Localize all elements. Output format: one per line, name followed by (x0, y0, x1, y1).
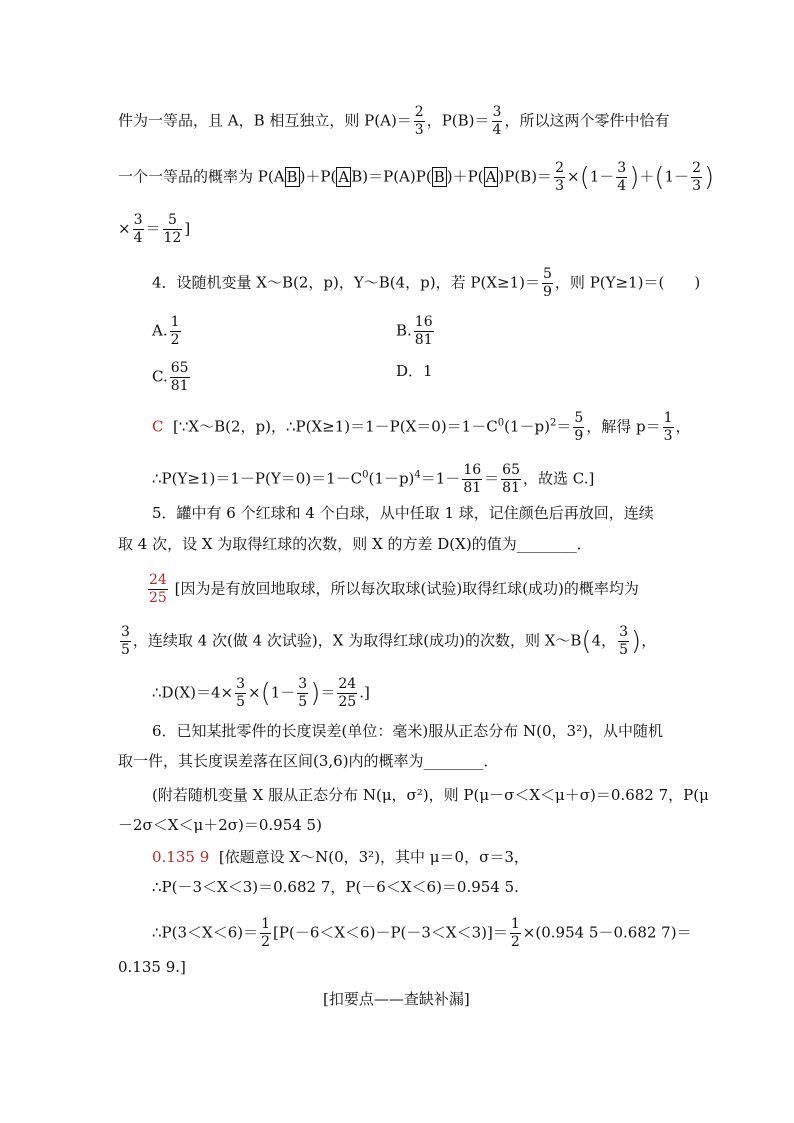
answer-letter: C (152, 417, 164, 436)
fraction: $\frac{16}{81}$ (414, 314, 433, 348)
fraction: $\frac{3}{5}$ (298, 676, 308, 710)
question-4-solution-1: C [∵X～B(2，p)，$\therefore P(X\ge 1)=1-P(X=0)=1-C^0(1-p)^2=$ $\frac{5}{9}$ ，解得 p＝ $\frac{1}{3}$ ， (152, 410, 691, 444)
question-5-solution-1: $\frac{24}{25}$ [因为是有放回地取球，所以每次取球(试验)取得红球(成功)的概率均为 (149, 572, 639, 606)
fraction: $\frac{65}{81}$ (170, 360, 189, 394)
fraction: $\frac{3}{4}$ (492, 104, 502, 138)
fraction: $\frac{65}{81}$ (502, 462, 520, 496)
fraction: $\frac{1}{3}$ (663, 410, 673, 444)
fraction: $\frac{3}{4}$ (133, 212, 143, 246)
question-5-line-2: 取 4 次，设 X 为取得红球的次数，则 X 的方差 D(X)的值为________． (118, 535, 592, 553)
question-4-solution-2: $\therefore P(Y\ge 1)=1-P(Y=0)=1-C^0(1-p)^4=1-$ $\frac{16}{81}$ ＝ $\frac{65}{81}$ ，故选 C.] (152, 462, 595, 496)
question-6-line-2: 取一件，其长度误差落在区间(3,6)内的概率为________． (118, 752, 499, 770)
question-5-solution-3: ∴D(X)＝4× $\frac{3}{5}$ ×(1－ $\frac{3}{5}$ )＝ $\frac{24}{25}$ .] (152, 676, 370, 710)
option-b[interactable]: B. $\frac{16}{81}$ (396, 314, 433, 348)
answer-fraction: $\frac{24}{25}$ (149, 572, 167, 606)
section-footer-heading: [扣要点——查缺补漏] (323, 990, 470, 1008)
fraction: $\frac{3}{5}$ (121, 624, 130, 658)
question-6-note-1: (附若随机变量 X 服从正态分布 N(μ，σ²)，则 P(μ－σ＜X＜μ＋σ)＝0.682 7，P(μ (152, 786, 709, 804)
fraction: $\frac{5}{9}$ (574, 410, 584, 444)
fraction: $\frac{5}{9}$ (543, 266, 552, 300)
question-6-solution-1: 0.135 9 [依题意设 X～N(0，3²)，其中 μ＝0，σ＝3， (152, 848, 529, 866)
fraction: $\frac{1}{2}$ (170, 314, 180, 348)
fraction: $\frac{1}{2}$ (510, 916, 520, 950)
answer-value: 0.135 9 (152, 848, 210, 866)
option-c[interactable]: C. $\frac{65}{81}$ (152, 360, 189, 394)
fraction: $\frac{3}{4}$ (617, 160, 627, 194)
option-a[interactable]: A. $\frac{1}{2}$ (152, 314, 180, 348)
question-6-line-1: 6．已知某批零件的长度误差(单位：毫米)服从正态分布 N(0，3²)，从中随机 (152, 722, 663, 740)
fraction: $\frac{16}{81}$ (463, 462, 482, 496)
question-4-stem: 4．设随机变量 X～B(2，p)，Y～B(4，p)，若 P(X≥1)＝ $\frac{5}{9}$ ，则 P(Y≥1)＝( ) (152, 266, 701, 300)
question-5-solution-2: $\frac{3}{5}$ ，连续取 4 次(做 4 次试验)，X 为取得红球(成功)的次数，则 X～B(4， $\frac{3}{5}$ )， (121, 624, 657, 658)
fraction: $\frac{2}{3}$ (692, 160, 701, 194)
fraction: $\frac{24}{25}$ (338, 676, 357, 710)
question-6-solution-3: ∴P(3＜X＜6)＝ $\frac{1}{2}$ [P(－6＜X＜6)－P(－3＜X＜3)]＝ $\frac{1}{2}$ ×(0.954 5－0.682 7)＝ (152, 916, 692, 950)
prev-solution-line-1: 件为一等品，且 A，B 相互独立，则 P(A)＝ $\frac{2}{3}$ ，P(B)＝ $\frac{3}{4}$ ，所以这两个零件中恰有 (118, 104, 670, 138)
option-d[interactable]: D．1 (396, 362, 433, 380)
fraction: $\frac{5}{12}$ (163, 212, 182, 246)
question-6-solution-2: ∴P(－3＜X＜3)＝0.682 7，P(－6＜X＜6)＝0.954 5. (152, 878, 519, 896)
fraction: $\frac{3}{5}$ (619, 624, 629, 658)
fraction: $\frac{2}{3}$ (555, 160, 564, 194)
question-5-line-1: 5．罐中有 6 个红球和 4 个白球，从中任取 1 球，记住颜色后再放回，连续 (152, 504, 654, 522)
prev-solution-line-3: × $\frac{3}{4}$ ＝ $\frac{5}{12}$ ] (118, 212, 191, 246)
fraction: $\frac{2}{3}$ (414, 104, 424, 138)
fraction: $\frac{3}{5}$ (236, 676, 245, 710)
question-6-solution-4: 0.135 9.] (118, 958, 186, 976)
fraction: $\frac{1}{2}$ (261, 916, 271, 950)
question-6-note-2: －2σ＜X＜μ＋2σ)＝0.954 5) (118, 816, 322, 834)
prev-solution-line-2: 一个一等品的概率为 P(A B )＋P( A B)＝P(A)P( B )＋P( A )P(B)＝ $\frac{2}{3}$ ×(1－ $\frac{3}{4}$ )＋(1－ $\frac{2}{3}$ ) (118, 160, 715, 194)
